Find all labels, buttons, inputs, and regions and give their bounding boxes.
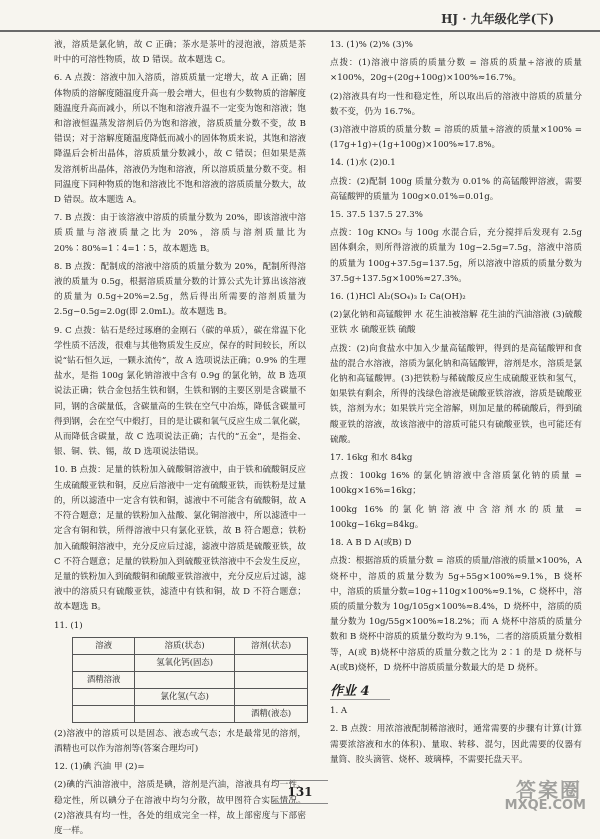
- answer-paragraph: (2)溶液中的溶质可以是固态、液态或气态；水是最常见的溶剂，酒精也可以作为溶剂等(答案合理均可): [54, 728, 306, 754]
- table-row: [73, 671, 308, 688]
- header-title: HJ · 九年级化学(下): [441, 12, 554, 26]
- answer-paragraph: 点拨：10g KNO₃ 与 100g 水混合后，充分搅拌后发现有 2.5g 固体剩余，则所得溶液的质量为 10g−2.5g=7.5g，溶液中溶质的质量为 100g+37.5g=137.5g，所以溶液中溶质的质量分数为 37.5g÷137.5g×100%≈27.3%。: [330, 228, 582, 284]
- section-title: 作业 4: [330, 684, 390, 700]
- table-row: [73, 654, 308, 671]
- answer-paragraph: 18. A B D A(或B) D: [330, 538, 412, 549]
- table-cell: [135, 671, 235, 688]
- table-cell: 酒精(液态): [235, 705, 308, 722]
- page-header: [0, 6, 600, 32]
- answer-paragraph: (2)溶液具有均一性和稳定性，所以取出后的溶液中溶质的质量分数不变，仍为 16.7%。: [330, 91, 582, 117]
- answer-paragraph: (2)氯化钠和高锰酸钾 水 花生油被溶解 花生油的汽油溶液 (3)硫酸亚铁 水 硫酸亚铁 硫酸: [330, 310, 582, 336]
- answer-paragraph: 17. 16kg 和水 84kg: [330, 453, 413, 464]
- answer-paragraph: 液，溶质是氯化钠，故 C 正确；茶水是茶叶的浸泡液，溶质是茶叶中的可溶性物质，故 D 错误。故本题选 C。: [54, 40, 306, 66]
- answer-paragraph: 12. (1)碘 汽油 甲 (2)=: [54, 762, 145, 773]
- q11-label: 11. (1): [54, 620, 83, 631]
- answer-paragraph: 16. (1)HCl Al₂(SO₄)₃ I₂ Ca(OH)₂: [330, 292, 466, 303]
- answer-paragraph: (3)溶液中溶质的质量分数 = 溶质的质量÷溶液的质量×100% = (17g+1g)÷(1g+100g)×100%≈17.8%。: [330, 125, 582, 151]
- table-cell: [135, 705, 235, 722]
- answer-paragraph: 2. B 点拨：用浓溶液配制稀溶液时，通常需要的步骤有计算(计算需要浓溶液和水的体积)、量取、转移、混匀，因此需要的仪器有量筒、胶头滴管、烧杯、玻璃棒，不需要托盘天平。: [330, 724, 582, 765]
- answer-paragraph: 点拨：根据溶质的质量分数 = 溶质的质量/溶液的质量×100%，A 烧杯中，溶质的质量分数为 5g÷55g×100%≈9.1%，B 烧杯中，溶质的质量分数=10g÷110g×100%≈9.1%，C 烧杯中，溶质的质量分数为 10g/105g×100%≈8.4%，D 烧杯中，溶质的质量分数为 10g/55g×100%≈18.2%；而 A 烧杯中溶质的质量分数和 B 烧杯中溶质的质量分数均为 9.1%，二者的溶质质量分数相等，A(或 B)烧杯中溶质的质量分数之比为 2∶1 的是 D 烧杯与 A(或B)烧杯，D 烧杯中溶质质量分数最大的是 D 烧杯。: [330, 556, 582, 673]
- table-cell: [73, 705, 135, 722]
- answer-paragraph: 点拨：100kg 16% 的氯化钠溶液中含溶质氯化钠的质量 = 100kg×16%=16kg；: [330, 471, 582, 497]
- table-cell: 酒精溶液: [73, 671, 135, 688]
- watermark: [446, 774, 586, 814]
- table-cell: 溶液: [73, 637, 135, 654]
- watermark-url: MXQE.COM: [504, 798, 586, 813]
- table-cell: [235, 688, 308, 705]
- table-cell: [73, 654, 135, 671]
- table-row: [73, 705, 308, 722]
- answer-paragraph: 14. (1)水 (2)0.1: [330, 158, 396, 169]
- answer-paragraph: 100kg 16% 的氯化钠溶液中含溶剂水的质量 = 100kg−16kg=84kg。: [330, 504, 582, 530]
- table-row: [73, 688, 308, 705]
- answer-paragraph: 点拨：(2)向食盐水中加入少量高锰酸钾，得到的是高锰酸钾和食盐的混合水溶液，溶质为氯化钠和高锰酸钾，溶剂是水，溶质是氯化钠和高锰酸钾。(3)把铁粉与稀硫酸反应生成硫酸亚铁和氢气，如果铁有剩余，所得的浅绿色溶液是硫酸亚铁溶液，溶质是硫酸亚铁，溶剂为水；如果铁片完全溶解，则加足量的稀硫酸后，得到硫酸亚铁的溶液，故该溶液中的溶质可能只有硫酸亚铁，也可能还有硫酸。: [330, 343, 582, 445]
- answer-paragraph: 点拨：(1)溶液中溶质的质量分数 = 溶质的质量÷溶液的质量×100%，20g÷(20g+100g)×100%≈16.7%。: [330, 58, 582, 84]
- answer-paragraph: 8. B 点拨：配制成的溶液中溶质的质量分数为 20%，配制所得溶液的质量为 0.5g，根据溶质质量分数的计算公式先计算出该溶液的质量为 0.5g÷20%=2.5g，然后得出所需要的溶剂质量为 2.5g−0.5g=2.0g(即 2.0mL)。故本题选 B。: [54, 261, 306, 318]
- answer-paragraph: 10. B 点拨：足量的铁粉加入硫酸铜溶液中，由于铁和硫酸铜反应生成硫酸亚铁和铜，反应后溶液中一定有硫酸亚铁，而铁粉是过量的，所以滤渣中一定含有铁和铜，滤液中不可能含有硫酸铜，故 A 不符合题意；足量的铁粉加入盐酸、氯化铜溶液中，所以滤渣中一定含有铜和铁，所得溶液中只有氯化亚铁，故 B 符合题意；铁粉加入硫酸铜溶液中，充分反应后过滤，滤液中溶质是硫酸亚铁，故 C 不符合题意；足量的铁粉加入到硫酸亚铁溶液中不会发生反应，足量的铁粉加入到硫酸铜和硫酸亚铁溶液中，充分反应后过滤，滤液中的溶质只有硫酸亚铁，滤渣中有铁和铜，故 D 不符合题意；故本题选 B。: [54, 465, 306, 613]
- table-cell: 溶质(状态): [135, 637, 235, 654]
- table-cell: 氯化氢(气态): [135, 688, 235, 705]
- solution-table: [72, 637, 308, 723]
- answer-paragraph: 6. A 点拨：溶液中加入溶质，溶质质量一定增大，故 A 正确；固体物质的溶解度随温度升高一般会增大，但也有少数物质的溶解度随温度升高而减小，所以不饱和溶液升温不一定变为饱和溶液；饱和溶液恒温蒸发溶剂后仍为饱和溶液，溶质质量分数不变，故 B 错误；对于溶解度随温度降低而减小的固体物质来说，其饱和溶液降温后会析出晶体，溶质质量分数减小，故 C 错误；但如果是蒸发溶剂析出晶体，溶液仍为饱和溶液，所以溶质质量分数不变。相同温度下同种物质的饱和溶液比不饱和溶液的溶质质量分数大，故 D 错误。故本题选 A。: [54, 73, 306, 206]
- answer-paragraph: (2)碘的汽油溶液中，溶质是碘，溶剂是汽油，溶液具有均一性、稳定性，所以碘分子在溶液中均匀分散，故甲图符合实际情况。(2)溶液具有均一性，各处的组成完全一样，故上部密度与下部密度一样。: [54, 780, 306, 836]
- answer-paragraph: 1. A: [330, 706, 348, 717]
- answer-paragraph: 7. B 点拨：由于该溶液中溶质的质量分数为 20%，即该溶液中溶质质量与溶液质量之比为 20%，溶质与溶剂质量比为 20%∶80%=1∶4=1∶5，故本题选 B。: [54, 213, 306, 254]
- table-cell: [235, 654, 308, 671]
- table-row: [73, 637, 308, 654]
- table-cell: [73, 688, 135, 705]
- answer-paragraph: 点拨：(2)配制 100g 质量分数为 0.01% 的高锰酸钾溶液，需要高锰酸钾的质量为 100g×0.01%=0.01g。: [330, 176, 582, 202]
- table-cell: 溶剂(状态): [235, 637, 308, 654]
- answer-paragraph: 15. 37.5 137.5 27.3%: [330, 210, 423, 221]
- page-number: 131: [272, 780, 328, 804]
- right-column: [330, 38, 582, 778]
- table-cell: 氢氧化钙(固态): [135, 654, 235, 671]
- table-cell: [235, 671, 308, 688]
- answer-paragraph: 13. (1)% (2)% (3)%: [330, 40, 413, 50]
- answer-paragraph: 9. C 点拨：钻石是经过琢磨的金刚石（碳的单质），碳在常温下化学性质不活泼，很难与其他物质发生反应，保存的时间较长，所以说“钻石恒久远，一颗永流传”，故 A 选项说法正确；0.9% 的生理盐水，是指 100g 氯化钠溶液中含有 0.9g 的氯化钠，故 B 选项说法正确；铁合金包括生铁和钢，生铁和钢的主要区别是含碳量不同，钢的含碳量低，含碳量高的生铁在空气中冶炼，降低含碳量可得到钢，会在空气中煅打，目的是让碳和氧气反应生成二氧化碳，从而降低含碳量，故 C 选项说法正确；古代的“五金”，是指金、银、铜、铁、锡，故 D 选项说法错误。: [54, 325, 306, 458]
- watermark-text: 答案圈: [516, 778, 582, 802]
